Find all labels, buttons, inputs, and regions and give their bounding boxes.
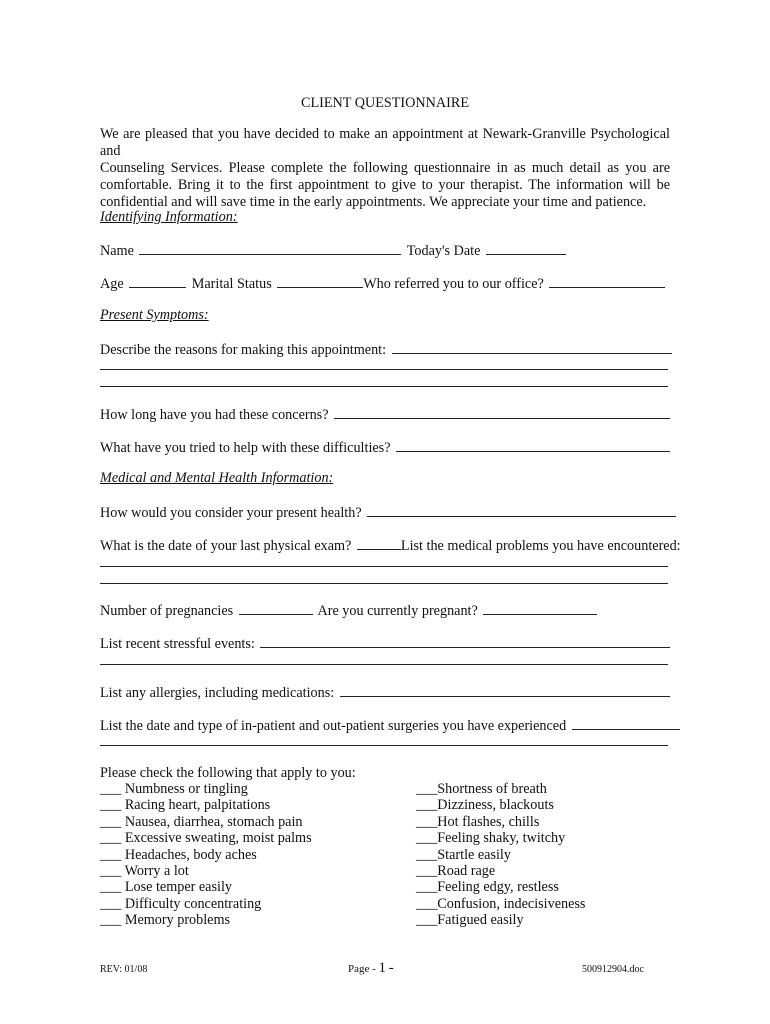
referred-field[interactable] — [549, 274, 665, 288]
checklist-item[interactable]: ___Hot flashes, chills — [416, 813, 540, 830]
stressful-label: List recent stressful events: — [100, 636, 255, 652]
checklist-item[interactable]: ___Feeling edgy, restless — [416, 879, 559, 896]
tried-label: What have you tried to help with these difficulties? — [100, 440, 391, 456]
medical-problems-label: List the medical problems you have encountered: — [400, 538, 681, 554]
stressful-field[interactable] — [260, 634, 670, 648]
intro-paragraph — [100, 126, 670, 211]
health-label: How would you consider your present health? — [100, 505, 362, 521]
checklist-item[interactable]: ___ Excessive sweating, moist palms — [100, 830, 312, 847]
checklist-item[interactable]: ___ Difficulty concentrating — [100, 895, 262, 912]
surgeries-label: List the date and type of in-patient and out-patient surgeries you have experienced — [100, 718, 567, 734]
footer-page — [348, 960, 394, 977]
intro-line: We are pleased that you have decided to make an appointment at Newark-Granville Psychological and — [100, 126, 670, 159]
stressful-row — [100, 634, 672, 653]
todays-date-label: Today's Date — [406, 243, 481, 259]
surgeries-field[interactable] — [572, 716, 680, 730]
physical-field[interactable] — [357, 536, 401, 550]
stressful-line-2[interactable] — [100, 664, 668, 665]
reasons-field[interactable] — [392, 340, 672, 354]
footer-filename: 500912904.doc — [582, 964, 644, 975]
checklist-item[interactable]: ___ Worry a lot — [100, 862, 189, 879]
allergies-row — [100, 683, 672, 702]
checklist-left — [100, 781, 312, 929]
age-row — [100, 274, 667, 293]
age-label: Age — [100, 276, 124, 292]
checklist-item[interactable]: ___Dizziness, blackouts — [416, 797, 554, 814]
checklist-item[interactable]: ___ Headaches, body aches — [100, 846, 257, 863]
checklist-right — [416, 781, 585, 929]
tried-row — [100, 438, 672, 457]
section-symptoms: Present Symptoms: — [100, 307, 209, 323]
physical-label: What is the date of your last physical exam? — [100, 538, 352, 554]
section-identifying: Identifying Information: — [100, 209, 238, 225]
name-field[interactable] — [139, 241, 401, 255]
how-long-field[interactable] — [334, 405, 670, 419]
page-suffix: - — [388, 960, 394, 976]
footer-revision: REV: 01/08 — [100, 964, 148, 975]
checklist-heading: Please check the following that apply to you: — [100, 765, 356, 781]
reasons-line-2[interactable] — [100, 369, 668, 370]
name-label: Name — [100, 243, 134, 259]
surgeries-line-2[interactable] — [100, 745, 668, 746]
reasons-line-3[interactable] — [100, 386, 668, 387]
pregnancy-row — [100, 601, 599, 620]
pregnant-field[interactable] — [483, 601, 597, 615]
checklist-item[interactable]: ___ Numbness or tingling — [100, 781, 248, 797]
physical-row — [100, 536, 681, 555]
todays-date-field[interactable] — [486, 241, 566, 255]
section-medical: Medical and Mental Health Information: — [100, 470, 334, 486]
checklist-item[interactable]: ___ Lose temper easily — [100, 879, 232, 896]
checklist-item[interactable]: ___Confusion, indecisiveness — [416, 895, 586, 912]
pregnancies-field[interactable] — [239, 601, 313, 615]
checklist-item[interactable]: ___Road rage — [416, 862, 496, 879]
page-label: Page - — [348, 963, 376, 975]
intro-line: Counseling Services. Please complete the following questionnaire in as much detail as you are — [100, 160, 670, 176]
pregnancies-label: Number of pregnancies — [100, 603, 234, 619]
marital-status-label: Marital Status — [191, 276, 272, 292]
checklist-item[interactable]: ___Shortness of breath — [416, 781, 547, 797]
health-field[interactable] — [367, 503, 676, 517]
intro-line: comfortable. Bring it to the first appointment to give to your therapist. The information will be — [100, 177, 670, 193]
allergies-label: List any allergies, including medications: — [100, 685, 335, 701]
medical-problems-line-2[interactable] — [100, 583, 668, 584]
pregnant-label: Are you currently pregnant? — [317, 603, 478, 619]
surgeries-row — [100, 716, 682, 735]
checklist-item[interactable]: ___Feeling shaky, twitchy — [416, 830, 566, 847]
page-number: 1 — [378, 960, 387, 976]
allergies-field[interactable] — [340, 683, 670, 697]
how-long-label: How long have you had these concerns? — [100, 407, 329, 423]
how-long-row — [100, 405, 672, 424]
tried-field[interactable] — [396, 438, 670, 452]
checklist-item[interactable]: ___Startle easily — [416, 846, 511, 863]
age-field[interactable] — [129, 274, 186, 288]
intro-line: confidential and will save time in the early appointments. We appreciate your time and patience. — [100, 194, 647, 210]
document-title: CLIENT QUESTIONNAIRE — [301, 95, 469, 111]
name-row — [100, 241, 568, 260]
checklist-item[interactable]: ___ Memory problems — [100, 912, 231, 929]
marital-status-field[interactable] — [277, 274, 363, 288]
referred-label: Who referred you to our office? — [363, 276, 544, 292]
reasons-row — [100, 340, 674, 359]
checklist-item[interactable]: ___ Nausea, diarrhea, stomach pain — [100, 813, 303, 830]
checklist-item[interactable]: ___ Racing heart, palpitations — [100, 797, 271, 814]
checklist-item[interactable]: ___Fatigued easily — [416, 912, 524, 929]
health-row — [100, 503, 678, 522]
reasons-label: Describe the reasons for making this appointment: — [100, 342, 387, 358]
medical-problems-line-1[interactable] — [100, 566, 668, 567]
